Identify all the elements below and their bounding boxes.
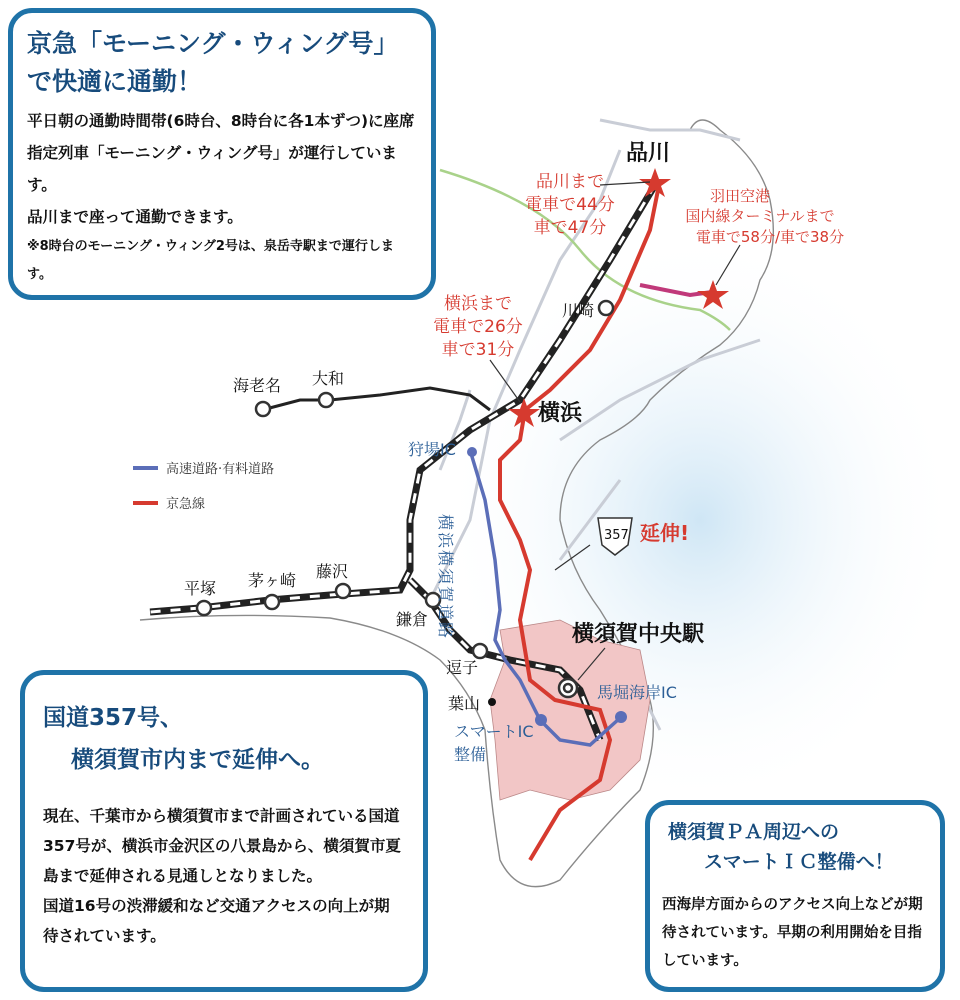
svg-text:電車で58分/車で38分: 電車で58分/車で38分 [695, 228, 845, 246]
callout-shinagawa [525, 172, 615, 238]
hayama-dot [488, 698, 496, 706]
callout-haneda [685, 187, 844, 246]
smart-ic-title-1: 横須賀ＰＡ周辺への [668, 821, 840, 843]
svg-text:京急線: 京急線 [166, 497, 206, 512]
svg-text:電車で44分: 電車で44分 [525, 195, 615, 215]
label-yamato: 大和 [312, 369, 345, 388]
smart-ic-body: 西海岸方面からのアクセス向上などが期待されています。早期の利用開始を目指しています。 [662, 897, 923, 969]
label-ebina: 海老名 [233, 376, 282, 395]
callout-yokohama [433, 294, 523, 360]
morning-wing-panel [8, 8, 436, 300]
label-zushi: 逗子 [446, 658, 479, 677]
smart-ic-panel [645, 800, 945, 992]
svg-text:品川まで: 品川まで [536, 172, 604, 192]
label-shinagawa: 品川 [626, 141, 671, 166]
label-fujisawa: 藤沢 [316, 562, 349, 581]
legend [133, 461, 274, 512]
svg-text:高速道路·有料道路: 高速道路·有料道路 [166, 462, 275, 477]
morning-wing-title-1: 京急「モーニング・ウィング号」 [27, 29, 399, 58]
label-kawasaki: 川崎 [562, 301, 595, 320]
label-yokoyoko-road: 横浜横須賀道路 [436, 514, 455, 641]
morning-wing-title-2: で快適に通勤！ [27, 67, 203, 96]
svg-text:車で47分: 車で47分 [533, 218, 607, 238]
smart-ic-title-2: スマートＩＣ整備へ！ [704, 851, 894, 873]
route357-title-2: 横須賀市内まで延伸へ。 [71, 747, 324, 773]
label-yokohama: 横浜 [538, 401, 583, 426]
morning-wing-body-1: 平日朝の通勤時間帯(6時台、8時台に各1本ずつ)に座席指定列車「モーニング・ウィング号」が運行しています。 [27, 112, 415, 194]
label-chigasaki: 茅ヶ崎 [248, 571, 297, 590]
label-hayama: 葉山 [448, 694, 481, 713]
label-smart-ic-1: スマートIC [454, 722, 534, 741]
svg-text:羽田空港: 羽田空港 [709, 187, 771, 205]
svg-text:国内線ターミナルまで: 国内線ターミナルまで [685, 207, 835, 225]
morning-wing-body-2: 品川まで座って通勤できます。 [27, 208, 243, 226]
route357-title-1: 国道357号、 [43, 705, 184, 731]
route357-body-1: 現在、千葉市から横須賀市まで計画されている国道357号が、横浜市金沢区の八景島から、横須賀市夏島まで延伸される見通しとなりました。 [43, 807, 401, 885]
label-karibaic: 狩場IC [408, 440, 456, 459]
label-extension: 延伸! [640, 521, 690, 545]
label-mabori-ic: 馬堀海岸IC [597, 683, 677, 702]
svg-text:横浜まで: 横浜まで [444, 294, 512, 314]
svg-text:車で31分: 車で31分 [441, 340, 515, 360]
label-smart-ic-2: 整備 [454, 745, 487, 764]
label-route-357: 357 [604, 528, 629, 543]
label-kamakura: 鎌倉 [396, 610, 429, 629]
route357-panel [20, 670, 428, 992]
svg-text:電車で26分: 電車で26分 [433, 317, 523, 337]
label-hiratsuka: 平塚 [184, 579, 217, 598]
label-yokosuka-central: 横須賀中央駅 [572, 622, 705, 647]
yokosuka-area [490, 620, 650, 800]
morning-wing-note: ※8時台のモーニング・ウィング2号は、泉岳寺駅まで運行します。 [27, 239, 394, 282]
route357-body-2: 国道16号の渋滞緩和など交通アクセスの向上が期待されています。 [43, 897, 390, 945]
